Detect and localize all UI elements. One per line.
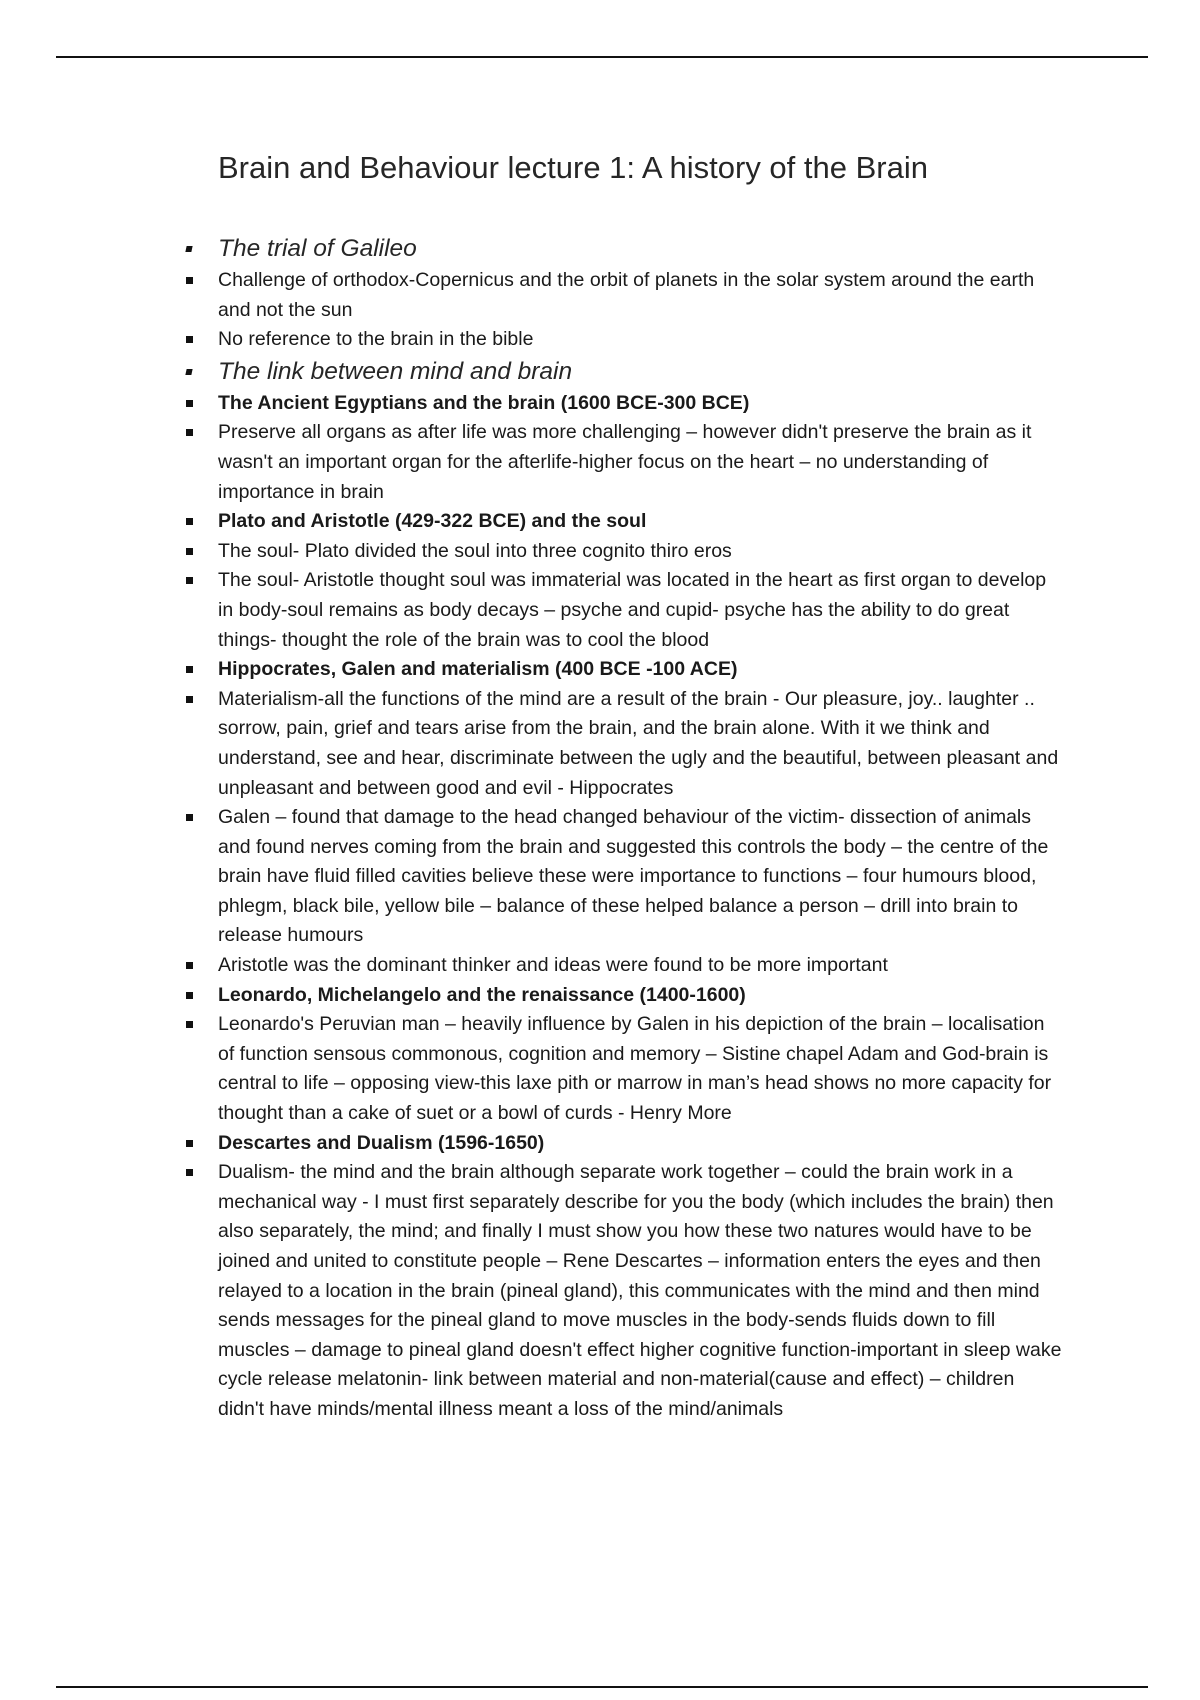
bullet-icon bbox=[185, 246, 192, 252]
list-item bbox=[184, 355, 1064, 389]
item-text: The soul- Aristotle thought soul was immaterial was located in the heart as first organ to develop in body-soul remains as body decays – psyche and cupid- psyche has the ability to do great things- thought the role of the brain was to cool the blood bbox=[218, 569, 1047, 651]
item-text: No reference to the brain in the bible bbox=[218, 328, 534, 351]
list-item bbox=[184, 232, 1064, 266]
bullet-icon bbox=[186, 814, 193, 821]
lecture-notes-list bbox=[184, 232, 1064, 1425]
section-heading bbox=[184, 981, 1064, 1011]
bullet-icon bbox=[186, 548, 193, 555]
bullet-icon bbox=[186, 518, 193, 525]
bullet-icon bbox=[186, 696, 193, 703]
item-text: Dualism- the mind and the brain although separate work together – could the brain work in a mechanical way - I must first separately describe for you the body (which includes the brain) then also separately, the mind; and finally I must show you how these two natures would have to be joined and united to constitute people – Rene Descartes – information enters the eyes and then relayed to a location in the brain (pineal gland), this communicates with the mind and then mind sends messages for the pineal gland to move muscles in the body-sends fluids down to fill muscles – damage to pineal gland doesn't effect higher cognitive function-important in sleep wake cycle release melatonin- link between material and non-material(cause and effect) – children didn't have minds/mental illness meant a loss of the mind/animals bbox=[218, 1161, 1062, 1420]
bullet-icon bbox=[186, 577, 193, 584]
footer-rule bbox=[56, 1686, 1148, 1688]
bullet-icon bbox=[186, 962, 193, 969]
list-item bbox=[184, 418, 1064, 507]
section-heading bbox=[184, 1129, 1064, 1159]
bullet-icon bbox=[186, 400, 193, 407]
header-rule bbox=[56, 56, 1148, 58]
list-item bbox=[184, 1158, 1064, 1424]
section-heading bbox=[184, 507, 1064, 537]
list-item bbox=[184, 685, 1064, 803]
section-heading bbox=[184, 655, 1064, 685]
list-item bbox=[184, 537, 1064, 567]
item-text: Preserve all organs as after life was more challenging – however didn't preserve the brain as it wasn't an important organ for the afterlife-higher focus on the heart – no understanding of importance in brain bbox=[218, 421, 1032, 503]
bullet-icon bbox=[185, 369, 192, 375]
item-text: The link between mind and brain bbox=[218, 357, 573, 385]
bullet-icon bbox=[186, 1169, 193, 1176]
bullet-icon bbox=[186, 666, 193, 673]
item-text: Plato and Aristotle (429-322 BCE) and the soul bbox=[218, 510, 647, 533]
item-text: Leonardo's Peruvian man – heavily influence by Galen in his depiction of the brain – localisation of function sensous commonous, cognition and memory – Sistine chapel Adam and God-brain is central to life – opposing view-this laxe pith or marrow in man’s head shows no more capacity for thought than a cake of suet or a bowl of curds - Henry More bbox=[218, 1013, 1052, 1125]
bullet-icon bbox=[186, 277, 193, 284]
bullet-icon bbox=[186, 429, 193, 436]
item-text: Aristotle was the dominant thinker and ideas were found to be more important bbox=[218, 954, 888, 977]
item-text: The trial of Galileo bbox=[218, 235, 417, 262]
bullet-icon bbox=[186, 1021, 193, 1028]
item-text: Leonardo, Michelangelo and the renaissance (1400-1600) bbox=[218, 983, 746, 1006]
list-item bbox=[184, 1010, 1064, 1128]
section-heading bbox=[184, 389, 1064, 419]
bullet-icon bbox=[186, 992, 193, 999]
document-title: Brain and Behaviour lecture 1: A history of the Brain bbox=[218, 150, 928, 185]
item-text: Galen – found that damage to the head changed behaviour of the victim- dissection of animals and found nerves coming from the brain and suggested this controls the body – the centre of the brain have fluid filled cavities believe these were importance to functions – four humours blood, phlegm, black bile, yellow bile – balance of these helped balance a person – drill into brain to release humours bbox=[218, 806, 1049, 947]
item-text: Materialism-all the functions of the mind are a result of the brain - Our pleasure, joy.. laughter .. sorrow, pain, grief and tears arise from the brain, and the brain alone. With it we think and understand, see and hear, discriminate between the ugly and the beautiful, between pleasant and unpleasant and between good and evil - Hippocrates bbox=[218, 687, 1059, 799]
item-text: The Ancient Egyptians and the brain (1600 BCE-300 BCE) bbox=[218, 391, 750, 414]
bullet-icon bbox=[186, 1140, 193, 1147]
list-item bbox=[184, 325, 1064, 355]
list-item bbox=[184, 266, 1064, 325]
list-item bbox=[184, 951, 1064, 981]
list-item bbox=[184, 803, 1064, 951]
item-text: Descartes and Dualism (1596-1650) bbox=[218, 1131, 545, 1154]
item-text: The soul- Plato divided the soul into three cognito thiro eros bbox=[218, 539, 732, 562]
item-text: Challenge of orthodox-Copernicus and the orbit of planets in the solar system around the earth and not the sun bbox=[218, 269, 1035, 321]
item-text: Hippocrates, Galen and materialism (400 BCE -100 ACE) bbox=[218, 658, 738, 681]
list-item bbox=[184, 566, 1064, 655]
bullet-icon bbox=[186, 336, 193, 343]
